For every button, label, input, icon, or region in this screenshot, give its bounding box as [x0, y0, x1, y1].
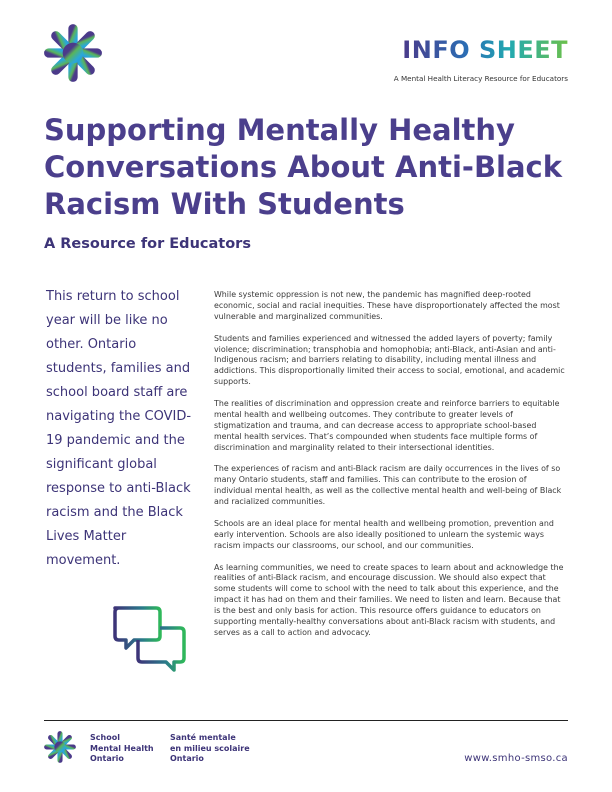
tagline: A Mental Health Literacy Resource for Educators [393, 74, 568, 83]
paragraph: Schools are an ideal place for mental health and wellbeing promotion, prevention and early intervention. Schools are also ideally positioned to unlearn the systemic ways racism impacts our classrooms, our school, and our communities. [214, 518, 554, 550]
org-name-line: School [90, 733, 120, 742]
paragraph: The experiences of racism and anti-Black racism are daily occurrences in the lives of so many Ontario students, staff and families. This can contribute to the erosion of individual mental health, as well as the collective mental health and well-being of Black and racialized communities. [214, 464, 562, 507]
pull-quote: This return to school year will be like no other. Ontario students, families and school board staff are navigating the COVID-19 pandemic and the significant global response to anti-Black racism and the Black Lives Matter movement. [46, 289, 192, 568]
org-name-line: Santé mentale [170, 733, 236, 742]
paragraph: The realities of discrimination and oppression create and reinforce barriers to equitable mental health and wellbeing outcomes. They contribute to greater levels of stigmatization and trauma, and can decrease access to appropriate school-based mental health services. That’s compounded when students face multiple forms of discrimination and marginality related to their intersectional identities. [214, 399, 560, 452]
body-text [214, 290, 566, 650]
page-title: Supporting Mentally Healthy Conversations About Anti-Black Racism With Students [44, 113, 563, 221]
org-name-line: Mental Health [90, 743, 154, 753]
speech-bubbles-icon [110, 604, 190, 674]
org-name-english [90, 733, 154, 765]
paragraph: While systemic oppression is not new, the pandemic has magnified deep-rooted economic, social and racial inequities. These have disproportionately affected the most vulnerable and marginalized communities. [214, 290, 560, 321]
info-sheet-label: INFO SHEET [402, 36, 568, 64]
website-link[interactable]: www.smho-smso.ca [464, 753, 568, 764]
paragraph: As learning communities, we need to create spaces to learn about and acknowledge the realities of anti-Black racism, and encourage discussion. We should also expect that some students will come to school with the need to talk about this experience, and the impact it has had on them and their families. We need to listen and learn. Because that is the best and only basis for action. This resource offers guidance to educators on supporting mentally-healthy conversations about anti-Black racism with students, and serves as a call to action and advocacy. [214, 562, 564, 638]
org-name-line: en milieu scolaire [170, 743, 250, 753]
org-name-french [170, 733, 250, 765]
smho-flower-logo [42, 22, 104, 84]
smho-flower-logo-small [43, 730, 77, 764]
paragraph: Students and families experienced and witnessed the added layers of poverty; family violence; discrimination; transphobia and homophobia; anti-Black, anti-Asian and anti-Indigenous racism; and barriers relating to disability, including mental illness and addictions. This disproportionally limited their access to social, emotional, and academic supports. [214, 333, 565, 387]
org-name-line: Ontario [170, 754, 204, 763]
page-subtitle: A Resource for Educators [44, 236, 251, 252]
footer-divider [44, 720, 568, 721]
org-name-line: Ontario [90, 754, 124, 763]
